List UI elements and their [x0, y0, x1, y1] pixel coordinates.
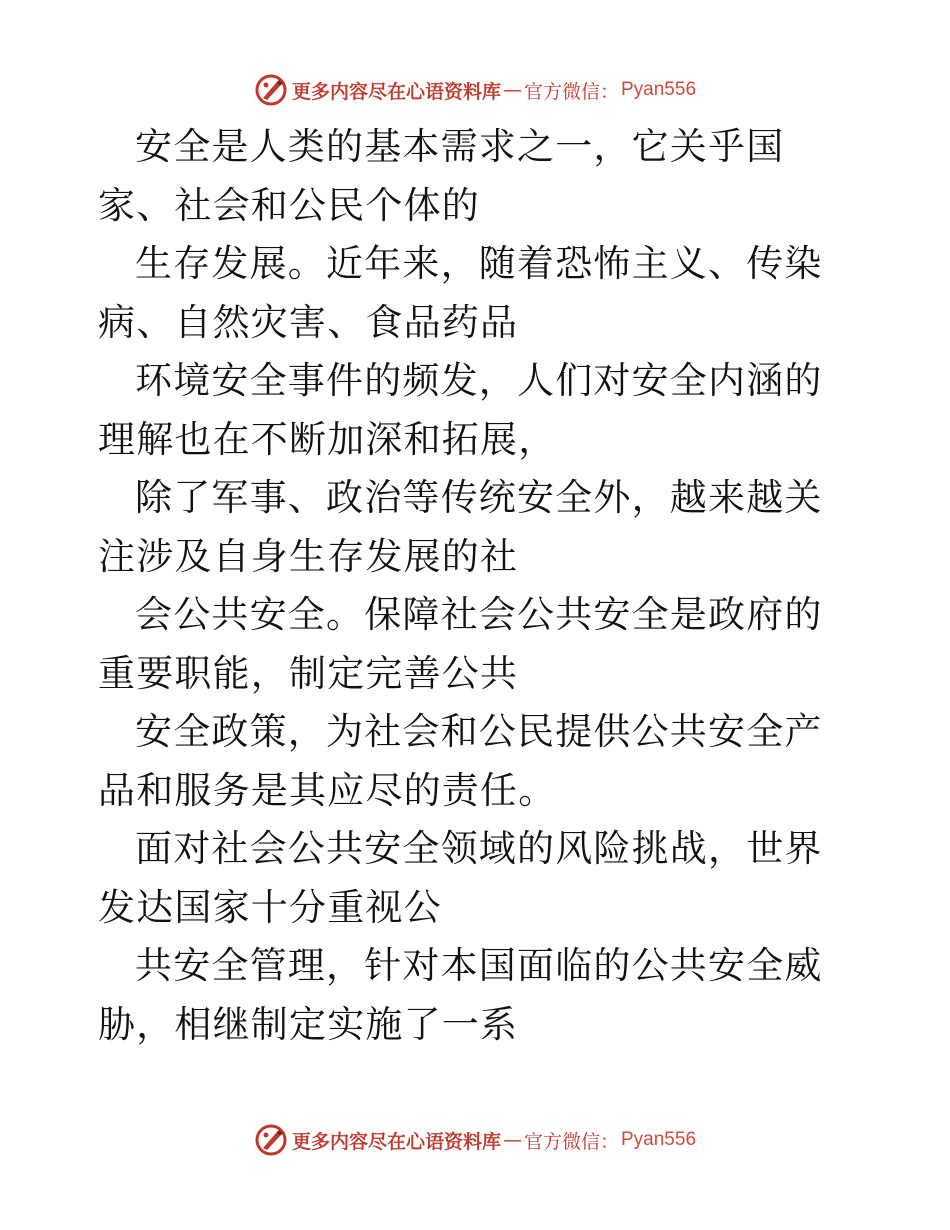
paragraph: 安全是人类的基本需求之一，它关乎国家、社会和公民个体的 — [98, 125, 785, 227]
watermark-separator: — — [502, 1129, 522, 1151]
paragraph: 共安全管理，针对本国面临的公共安全威胁，相继制定实施了一系 — [98, 944, 823, 1046]
watermark-wechat-id: Pyan556 — [621, 1129, 697, 1150]
header-watermark — [0, 70, 950, 110]
watermark-wechat-label: 官方微信： — [523, 1130, 619, 1153]
watermark-wechat-label: 官方微信： — [523, 80, 619, 103]
watermark-separator: — — [502, 79, 522, 101]
document-body — [98, 118, 858, 1054]
footer-watermark — [0, 1120, 950, 1160]
paragraph: 生存发展。近年来，随着恐怖主义、传染病、自然灾害、食品药品 — [98, 242, 823, 344]
watermark-wechat-id: Pyan556 — [621, 79, 697, 100]
pen-logo-icon — [254, 1123, 288, 1157]
paragraph: 除了军事、政治等传统安全外，越来越关注涉及自身生存发展的社 — [98, 476, 823, 578]
paragraph: 面对社会公共安全领域的风险挑战，世界发达国家十分重视公 — [98, 827, 823, 929]
paragraph: 环境安全事件的频发，人们对安全内涵的理解也在不断加深和拓展， — [98, 359, 823, 461]
pen-logo-icon — [254, 73, 288, 107]
paragraph: 会公共安全。保障社会公共安全是政府的重要职能，制定完善公共 — [98, 593, 823, 695]
watermark-text: 更多内容尽在心语资料库 — [291, 80, 501, 103]
watermark-text: 更多内容尽在心语资料库 — [291, 1130, 501, 1153]
paragraph: 安全政策，为社会和公民提供公共安全产品和服务是其应尽的责任。 — [98, 710, 823, 812]
